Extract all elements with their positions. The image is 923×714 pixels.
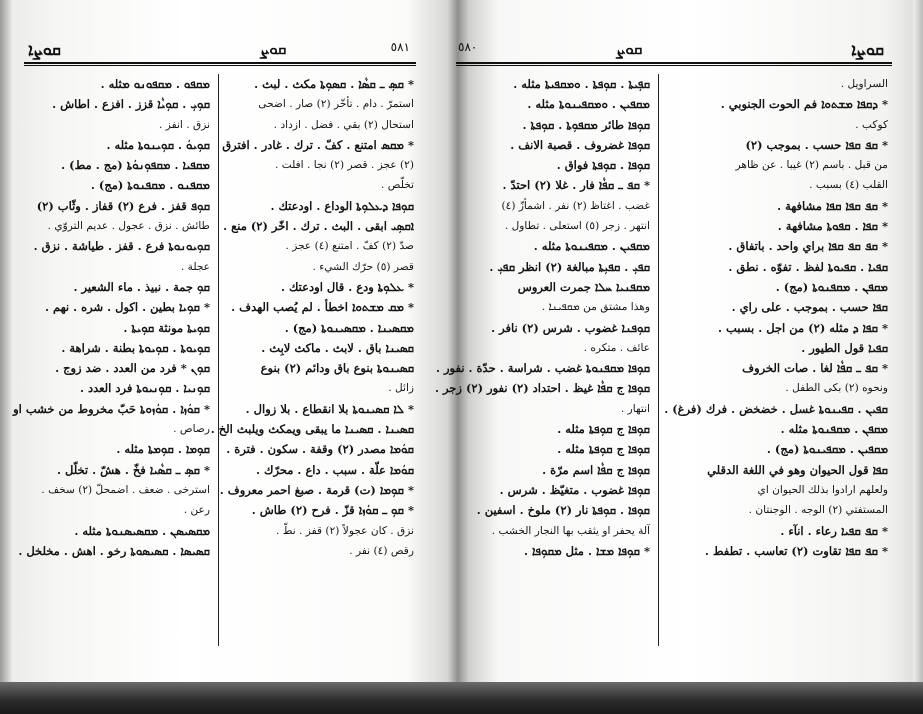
dictionary-entry-line: ܩܘܼܦܐ ج ܩܦܵܐ غيظ . احتداد (٢) نفور (٢) زجر . (434, 381, 650, 396)
dictionary-entry-line: ܩܦܝܐ قول الطيور . (801, 340, 888, 355)
header-rule (24, 62, 416, 64)
dictionary-entry-line: السراويل . (840, 78, 888, 90)
dictionary-entry-line: * ܡܩܣ امتنع . كفّ . ترك . غادر . افترق (222, 137, 414, 152)
left-page-outer-column (13, 74, 210, 650)
dictionary-entry-line: ܩܘܼܝܘܢܘܬܐ فرع . قفز . طياشة . نزق . (33, 239, 210, 254)
running-head-center: ܩܘܨ (616, 40, 643, 58)
dictionary-entry-line: ونحوه (٢) بكى الطفل . (785, 382, 888, 395)
dictionary-entry-line: ܩܘܼܦܐ ܡܩܦܢܘܬܐ غضب . شراسة . حدّة . نفور . (436, 361, 650, 376)
dictionary-entry-line: ܩܦܝܐ . ܩܦܝܘܬܐ لفظ . تفوّه . نطق . (728, 259, 888, 274)
running-head-outer: ܩܘܨܐ (28, 40, 61, 59)
dictionary-entry-line: ܩܣܝܢܐ . ܩܣܝܢܐ ما يبقى ويمكث ويلبث الخ . (210, 422, 414, 437)
dictionary-entry-line: ܩܘܼܝܘܬܐ . ܩܘܼܝܘܬܐ بطنة . شراهة . (61, 340, 210, 355)
dictionary-entry-line: * ܕܩܦܐ ܡܫܬܘܐ فم الحوت الجنوبي . (720, 97, 888, 112)
left-edge-shadow (0, 0, 12, 714)
dictionary-entry-line: ܩܘܿܡܐ علّة . سبب . داع . محرّك . (256, 462, 414, 477)
dictionary-entry-line: ولعلهم ارادوا بذلك الحيوان اي (757, 483, 888, 496)
dictionary-entry-line: غضب . اغتاظ (٢) نفر . اشمأزّ (٤) (501, 199, 650, 212)
dictionary-entry-line: انتهار . (620, 402, 650, 415)
dictionary-entry-line: ܩܘܼܡܐ . ܩܘܼܡܬܐ مثله . (116, 442, 210, 457)
left-page (13, 30, 416, 650)
dictionary-entry-line: القلب (٤) بسبب . (809, 179, 888, 192)
scan-bottom-edge (0, 682, 923, 714)
running-head-center: ܩܘܨ (260, 40, 287, 58)
dictionary-entry-line: ܩܘܼܝܬܐ مونثة ܩܘܼܝܬܐ . (123, 320, 210, 335)
right-page (434, 30, 892, 650)
dictionary-entry-line: المستفتي (٢) الوجه . الوجنتان . (748, 504, 888, 517)
dictionary-entry-line: ܡܩܦܢ . ܡܩܦܢܘܬܐ مثله . (780, 422, 888, 437)
dictionary-entry-line: ܡܩܦܢܝܐ ܚܠܐ جمرت العروس (517, 279, 650, 294)
dictionary-entry-line: ܩܣܝܣܐ . ܩܣܝܣܘܬܐ رخو . اهش . مخلخل . (18, 543, 210, 558)
dictionary-entry-line: طائش . نزق . عجول . عديم التروّي . (47, 220, 210, 233)
dictionary-entry-line: * ܩܦ ـ ܩܦܵܐ لغا . صات الخروف (742, 361, 888, 376)
header-rule (456, 62, 892, 64)
dictionary-entry-line: * ܩܦ ܩܦ ܩܦܐ براي واحد . باتفاق . (728, 239, 888, 254)
dictionary-entry-line: ܩܦܼܝܬܐ . ܩܘܼܦܬܐ . ܘܡܩܦܝܬܐ مثله . (513, 77, 650, 91)
dictionary-entry-line: ܡܩܦܢܘ . ܡܩܦܢܘܬܐ (مج) . (90, 178, 210, 193)
dictionary-entry-line: استرخى . ضعف . اضمحلّ (٢) سخف . (41, 483, 210, 496)
dictionary-entry-line: ܩܣܝܢܘܬܐ بنوع باق ودائم (٢) بنوع (260, 361, 414, 376)
dictionary-entry-line: ܡܩܣܝܢܐ . ܡܩܣܝܢܘܬܐ (مج) . (284, 320, 414, 335)
dictionary-entry-line: (٢) عجز . قصر (٢) نجا . افلت . (274, 159, 414, 172)
dictionary-entry-line: * ܥܠܘܼܬܐ ودع . قال اودعتك . (280, 279, 414, 294)
dictionary-entry-line: ܩܘܼܦܐ غضوب . متغيّظ . شرس . (499, 482, 650, 497)
dictionary-entry-line: ܡܩܦܝܢ . ܡܩܦܝܢܘܬܐ (مج) . (766, 442, 888, 457)
dictionary-entry-line: من قبل . باسم (٢) غيبا . عن ظاهر (735, 159, 888, 172)
dictionary-entry-line: * ܩܣܼ ـ ܩܣܵܝܐ فخّ . هشّ . تخلّل . (56, 462, 210, 477)
right-edge-shadow (913, 0, 923, 714)
dictionary-entry-line: ܩܘܼܝܼ . ܩܘܼܝܵܐ قزز . افزع . اطاش . (52, 97, 210, 112)
dictionary-entry-line: ܩܘܼܦܐ ܕܥܠܘܼܬܐ الوداع . اودعتك . (270, 198, 414, 213)
right-page-outer-column (666, 74, 888, 650)
dictionary-entry-line: وهذا مشتق من ܡܩܦܝܢܐ . (541, 301, 650, 314)
dictionary-entry-line: ܐܩܣܼܝ ابقى . البث . ترك . اخّر (٢) منع . (223, 219, 414, 234)
dictionary-entry-line: تخلّص . (380, 179, 414, 192)
dictionary-entry-line: ܡܩܦܘ . ܡܩܦܘܢܘ ܡثله . (100, 77, 210, 91)
dictionary-entry-line: رعن . (183, 504, 210, 517)
dictionary-entry-line: * ܩܦ ܩܦܐ ܩܦܐ مشافهة . (777, 198, 888, 213)
dictionary-entry-line: ܩܘܼܢ * فرد من العدد . ضد زوج . (55, 361, 210, 376)
dictionary-entry-line: قصر (٥) حرّك الشيء . (312, 260, 414, 273)
dictionary-entry-line: ܩܦܐ قول الحيوان وهو في اللغة الدقلي (707, 462, 888, 477)
left-page-inner-column (210, 74, 414, 650)
dictionary-entry-line: * ܩܦ ܩܦܐ تقاوت (٢) تعاسب . تطفط . (704, 543, 888, 558)
dictionary-entry-line: * ܩܦܐ . ܩܦܘܬܐ مشافهة . (777, 219, 888, 234)
dictionary-entry-line: رقص (٤) نفر . (349, 544, 414, 557)
dictionary-entry-line: عجلة . (180, 260, 210, 273)
dictionary-entry-line: ܡܩܦܝܢ . ܡܩܦܝܢܘܬܐ مثله . (533, 239, 650, 254)
dictionary-entry-line: ܩܘܼܦܐ طائر ܡܩܦܘܼܬܐ . ܩܘܼܦܬܐ . (522, 117, 650, 132)
dictionary-entry-line: * ܩܦ ܩܦܝܐ رعاء . انآء . (780, 523, 888, 538)
right-page-inner-column (434, 74, 650, 650)
dictionary-entry-line: * ܩܦ ܩܦܐ حسب . بموجب (٢) (745, 137, 888, 152)
dictionary-entry-line: ܩܘܼܦܢܐ غضوب . شرس (٢) نافر . (491, 320, 650, 335)
column-divider (218, 74, 219, 646)
dictionary-entry-line: ܩܘܼܦܐ ج ܩܘܼܦܬܐ مثله . (557, 422, 650, 437)
dictionary-entry-line: رصاص . (173, 423, 210, 436)
dictionary-entry-line: استمرّ . دام . تأخّر (٢) صار . اضحى (258, 98, 414, 111)
dictionary-entry-line: * ܩܘܼܡܐ (ت) قرمة . صبغ احمر معروف . (219, 482, 414, 497)
dictionary-entry-line: ܡܩܦܝܐ . ܡܩܦܘܼܢܘܿܬܐ (مج . مط) . (61, 158, 210, 173)
dictionary-entry-line: * ܡܩ ܡܫܬܘܐ اخطأ . لم يُصب الهدف . (231, 300, 414, 315)
dictionary-entry-line: ܩܘܼܦܐ ج ܩܦܵܐ اسم مرّة . (542, 462, 650, 477)
running-head-outer: ܩܘܨܐ (851, 40, 884, 59)
dictionary-entry-line: انتهر . زجر (٥) استعلى . تطاول . (504, 220, 650, 233)
dictionary-entry-line: كوكب . (855, 118, 888, 131)
dictionary-entry-line: * ܠܐ ܩܣܝܢܘܬܐ بلا انقطاع . بلا زوال . (245, 401, 414, 416)
dictionary-entry-line: ܩܦܝܢ . ܩܦܝܢܘܬܐ غسل . خضخض . فرك (فرغ) . (664, 401, 888, 416)
dictionary-entry-line: * ܩܘܿܙܐ . ܩܘܿܙܘܬܐ حَبّ مخروط من خشب او (13, 401, 210, 416)
dictionary-entry-line: ܩܣܝܢܐ باق . لابث . ماكث لابِث . (261, 340, 414, 355)
dictionary-entry-line: ܩܘܼܦܐ . ܩܘܼܦܬܐ فواق . (556, 158, 650, 173)
dictionary-entry-line: آلة يحفر او يثقب بها النجار الخشب . (491, 524, 650, 537)
dictionary-entry-line: ܩܘܼ جمة . نبيذ . ماء الشعير . (73, 279, 210, 294)
header-rule-thin (24, 65, 416, 66)
dictionary-entry-line: نزق . كان عجولاً (٢) قفز . نطّ . (275, 524, 414, 537)
dictionary-entry-line: صدّ (٢) كفّ . امتنع (٤) عجز . (285, 240, 414, 253)
dictionary-entry-line: ܩܘܼܢܝܐ . ܩܘܼܢܝܘܬܐ فرد العدد . (79, 381, 210, 396)
dictionary-entry-line: * ܩܘܼ ـ ܩܘܿܙܐ قزّ . فرح (٢) طاش . (251, 503, 414, 518)
dictionary-entry-line: * ܩܘܼܝܐ بطين . اكول . شره . نهم . (44, 300, 210, 315)
dictionary-entry-line: ܩܘܼܝܘܿ . ܩܘܼܝܢܘܬܐ مثله . (106, 137, 210, 152)
dictionary-entry-line: استحال (٢) بقي . فضل . ازداد . (273, 118, 414, 131)
dictionary-entry-line: عائف . متكره . (583, 341, 650, 354)
dictionary-entry-line: ܩܘܼܦܐ . ܩܘܼܦܬܐ نار (٢) ملوخ . اسفين . (476, 503, 650, 518)
dictionary-entry-line: ܡܩܦܝܢ . ܘܡܩܦܝܢܘܬܐ مثله . (527, 97, 650, 112)
dictionary-entry-line: ܩܘܼܦܐ غضروف . قصبة الانف . (510, 137, 650, 152)
dictionary-entry-line: * ܩܦܐ ܕ مثله (٢) من اجل . بسبب . (718, 320, 888, 335)
dictionary-entry-line: * ܩܦ ـ ܩܦܵܐ فار . غلا (٢) احتدّ . (502, 178, 650, 193)
dictionary-entry-line: ܩܘܿܡܐ مصدر (٢) وقفة . سكون . فترة . (226, 442, 414, 457)
dictionary-entry-line: نزق . انفز . (159, 118, 210, 131)
dictionary-entry-line: * ܩܣܼ ـ ܩܣܵܐ . ܩܣܘܼܬܐ مكث . لبث . (254, 77, 414, 91)
dictionary-entry-line: زائل . (388, 382, 414, 395)
column-divider (658, 74, 659, 646)
header-rule-thin (456, 65, 892, 66)
dictionary-entry-line: * ܩܘܼܦܐ ܡܫܐ . مثل ܡܩܘܼܦܐ . (523, 543, 650, 558)
dictionary-entry-line: ܡܩܣܝܣܢ . ܡܩܣܝܣܢܘܬܐ مثله . (74, 523, 210, 538)
dictionary-entry-line: ܩܦܝܼ . ܩܦܝܼܬܐ مبالغة (٢) انظر ܩܦܝܼ . (489, 259, 650, 274)
dictionary-entry-line: ܩܘܼܦ قفز . فرع (٢) قفاز . وثّاب (٢) (36, 198, 210, 213)
dictionary-entry-line: ܡܩܦܢ . ܡܩܦܢܘܬܐ (مج) . (775, 279, 888, 294)
dictionary-entry-line: ܩܦܐ حسب . بموجب . على راي . (731, 300, 888, 315)
page-number: ٥٨٠ (458, 40, 478, 54)
dictionary-entry-line: ܩܘܼܦܐ ج ܩܘܼܦܬܐ مثله . (557, 442, 650, 457)
page-number: ٥٨١ (390, 40, 410, 54)
